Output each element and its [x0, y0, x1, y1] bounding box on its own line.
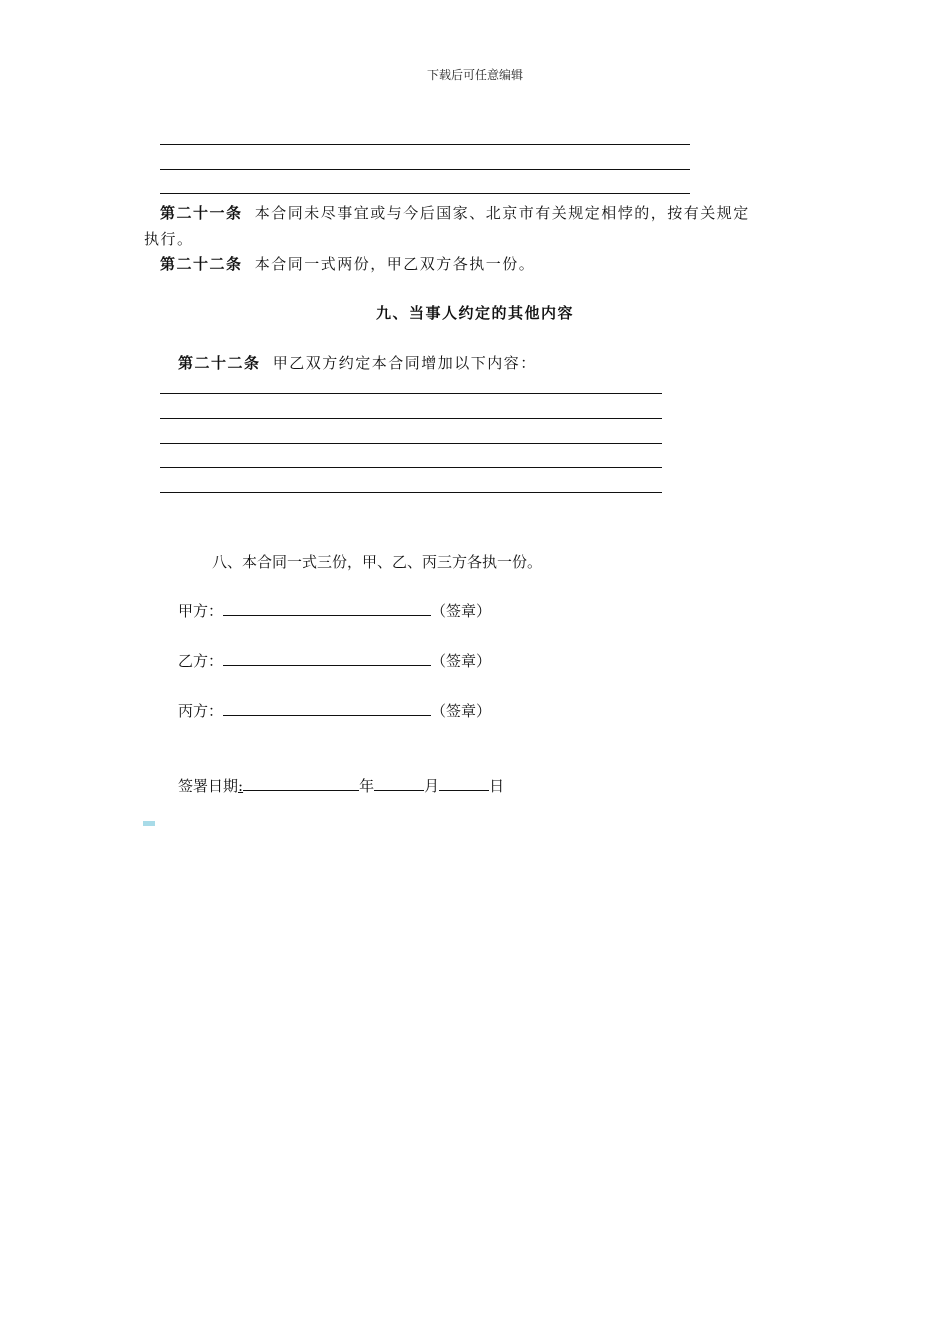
- article-22-text: 本合同一式两份，甲乙双方各执一份。: [254, 255, 536, 273]
- party-c-stamp: （签章）: [431, 702, 492, 720]
- date-month-label: 月: [424, 777, 440, 795]
- blank-line: [160, 418, 662, 419]
- blank-line: [160, 169, 690, 170]
- blank-line: [160, 393, 662, 394]
- blank-line: [160, 193, 690, 194]
- party-c-signature-field[interactable]: [223, 701, 431, 716]
- article-21: [160, 202, 750, 223]
- article-22-second: [178, 352, 537, 373]
- date-day-label: 日: [489, 777, 505, 795]
- date-colon: :: [238, 777, 244, 795]
- date-day-field[interactable]: [439, 776, 489, 791]
- article-22-first: [160, 253, 535, 274]
- signature-row-a: [178, 600, 491, 621]
- signature-row-b: [178, 650, 491, 671]
- article-22-label: 第二十二条: [160, 255, 243, 273]
- article-21-continuation: 执行。: [144, 230, 194, 248]
- party-a-label: 甲方：: [178, 602, 224, 620]
- signing-date: [178, 775, 504, 796]
- blank-line: [160, 467, 662, 468]
- signature-row-c: [178, 700, 491, 721]
- article-22b-label: 第二十二条: [178, 354, 261, 372]
- party-b-signature-field[interactable]: [223, 651, 431, 666]
- date-year-label: 年: [359, 777, 375, 795]
- page-header-note: 下载后可任意编辑: [426, 68, 523, 82]
- blank-line: [160, 144, 690, 145]
- blank-line: [160, 443, 662, 444]
- article-21-text: 本合同未尽事宜或与今后国家、北京市有关规定相悖的，按有关规定: [254, 204, 750, 222]
- date-label: 签署日期: [178, 777, 239, 795]
- cursor-marker: [143, 821, 155, 826]
- party-c-label: 丙方：: [178, 702, 224, 720]
- party-b-stamp: （签章）: [431, 652, 492, 670]
- party-a-signature-field[interactable]: [223, 601, 431, 616]
- blank-line: [160, 492, 662, 493]
- section-9-title: 九、当事人约定的其他内容: [376, 304, 575, 322]
- clause-8: 八、本合同一式三份，甲、乙、丙三方各执一份。: [212, 553, 543, 571]
- date-year-field[interactable]: [243, 776, 359, 791]
- article-22b-text: 甲乙双方约定本合同增加以下内容：: [272, 354, 537, 372]
- party-a-stamp: （签章）: [431, 602, 492, 620]
- date-month-field[interactable]: [374, 776, 424, 791]
- party-b-label: 乙方：: [178, 652, 224, 670]
- article-21-label: 第二十一条: [160, 204, 243, 222]
